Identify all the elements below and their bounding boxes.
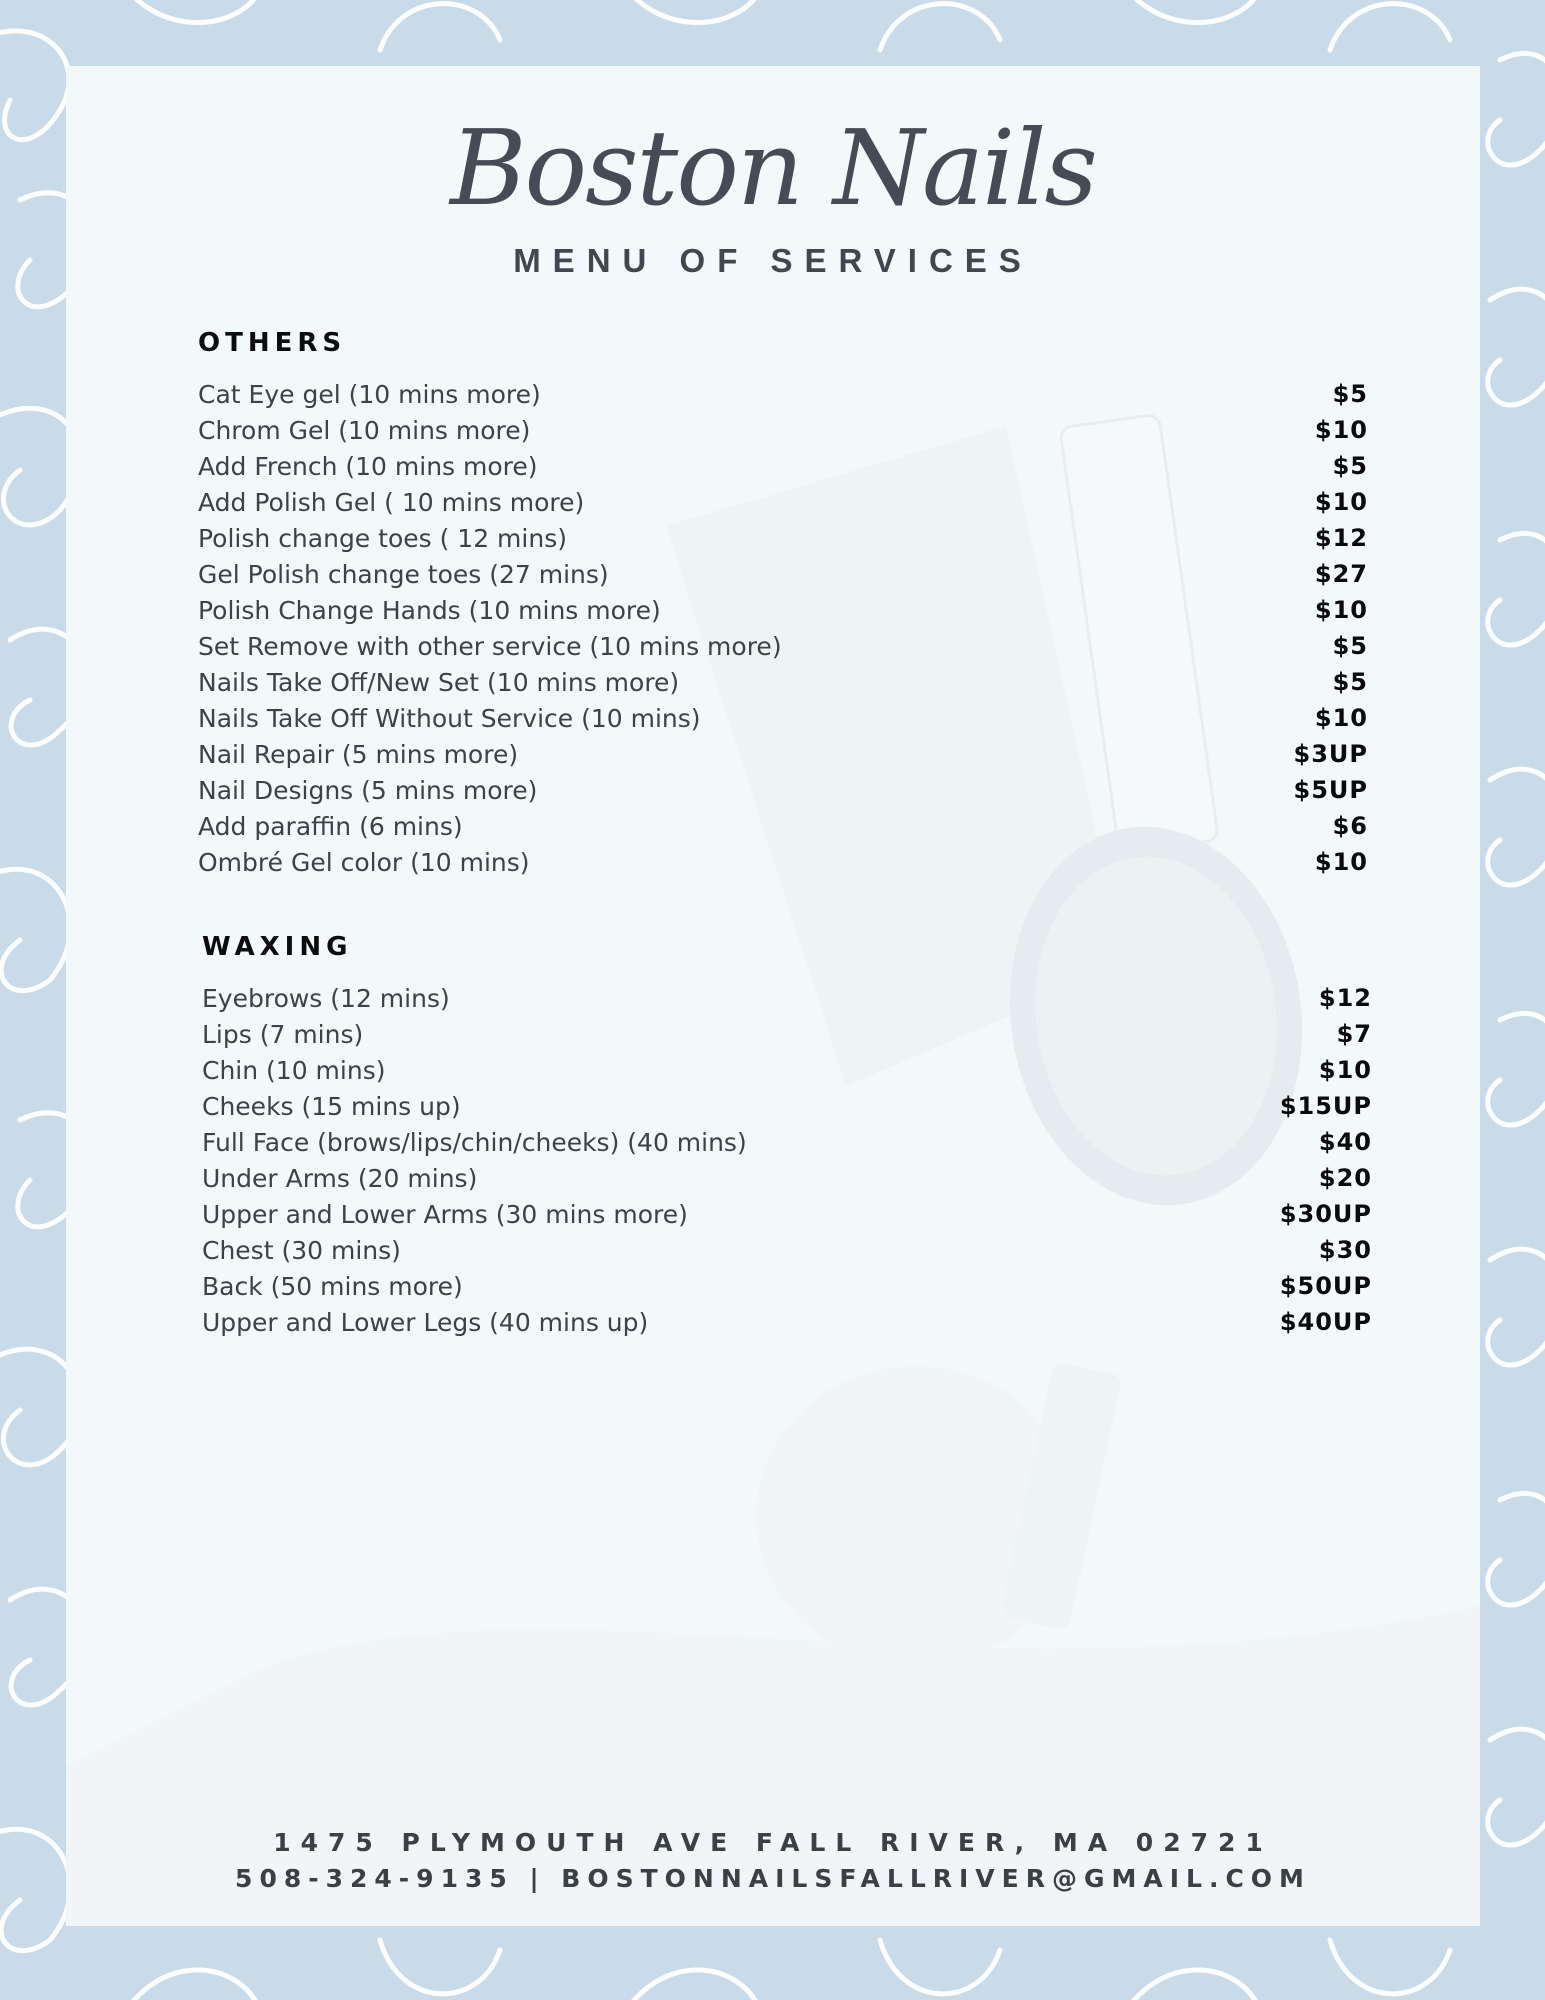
service-name: Chin (10 mins): [202, 1055, 386, 1085]
service-price: $12: [1318, 984, 1372, 1012]
service-price: $10: [1314, 488, 1368, 516]
service-name: Under Arms (20 mins): [202, 1163, 478, 1193]
service-name: Upper and Lower Arms (30 mins more): [202, 1199, 688, 1229]
service-row: [198, 628, 1368, 664]
service-name: Full Face (brows/lips/chin/cheeks) (40 mins): [202, 1127, 747, 1157]
service-name: Upper and Lower Legs (40 mins up): [202, 1307, 649, 1337]
service-name: Gel Polish change toes (27 mins): [198, 559, 609, 589]
service-row: [198, 376, 1368, 412]
service-row: [202, 1088, 1372, 1124]
service-price: $5: [1332, 632, 1368, 660]
footer-contact: 508-324-9135 | BOSTONNAILSFALLRIVER@GMAIL.COM: [235, 1864, 1311, 1893]
service-price: $5: [1332, 452, 1368, 480]
service-name: Nail Designs (5 mins more): [198, 775, 538, 805]
footer-address: 1475 PLYMOUTH AVE FALL RIVER, MA 02721: [273, 1828, 1273, 1857]
service-name: Polish change toes ( 12 mins): [198, 523, 567, 553]
service-price: $20: [1318, 1164, 1372, 1192]
service-row: [198, 736, 1368, 772]
service-price: $10: [1314, 848, 1368, 876]
service-price: $10: [1318, 1056, 1372, 1084]
service-name: Add French (10 mins more): [198, 451, 538, 481]
salon-title: Boston Nails: [450, 107, 1096, 229]
service-row: [198, 556, 1368, 592]
service-price: $15UP: [1279, 1092, 1372, 1120]
service-name: Cheeks (15 mins up): [202, 1091, 461, 1121]
service-price: $10: [1314, 704, 1368, 732]
menu-subtitle: MENU OF SERVICES: [513, 242, 1033, 279]
service-price: $40UP: [1279, 1308, 1372, 1336]
service-name: Eyebrows (12 mins): [202, 983, 450, 1013]
service-name: Chest (30 mins): [202, 1235, 401, 1265]
service-price: $6: [1332, 812, 1368, 840]
others-section: [198, 328, 1368, 880]
service-row: [202, 980, 1372, 1016]
service-row: [202, 1304, 1372, 1340]
service-row: [198, 844, 1368, 880]
service-row: [198, 448, 1368, 484]
waxing-list: [202, 980, 1372, 1340]
service-price: $30: [1318, 1236, 1372, 1264]
service-price: $10: [1314, 596, 1368, 624]
service-name: Lips (7 mins): [202, 1019, 364, 1049]
service-name: Set Remove with other service (10 mins more): [198, 631, 782, 661]
service-name: Chrom Gel (10 mins more): [198, 415, 531, 445]
service-price: $50UP: [1279, 1272, 1372, 1300]
service-row: [202, 1052, 1372, 1088]
menu-panel: [66, 66, 1480, 1926]
service-name: Nails Take Off/New Set (10 mins more): [198, 667, 680, 697]
others-list: [198, 376, 1368, 880]
service-price: $5: [1332, 380, 1368, 408]
service-row: [198, 520, 1368, 556]
service-name: Polish Change Hands (10 mins more): [198, 595, 661, 625]
service-price: $5UP: [1293, 776, 1368, 804]
service-row: [202, 1232, 1372, 1268]
service-price: $12: [1314, 524, 1368, 552]
service-name: Nails Take Off Without Service (10 mins): [198, 703, 701, 733]
service-row: [202, 1160, 1372, 1196]
service-row: [198, 664, 1368, 700]
service-name: Add Polish Gel ( 10 mins more): [198, 487, 585, 517]
service-row: [202, 1016, 1372, 1052]
service-name: Ombré Gel color (10 mins): [198, 847, 530, 877]
service-row: [198, 808, 1368, 844]
service-price: $3UP: [1293, 740, 1368, 768]
service-row: [202, 1124, 1372, 1160]
others-heading: OTHERS: [198, 328, 347, 358]
service-row: [198, 412, 1368, 448]
service-price: $40: [1318, 1128, 1372, 1156]
service-row: [198, 700, 1368, 736]
service-price: $27: [1314, 560, 1368, 588]
waxing-heading: WAXING: [202, 932, 353, 962]
service-price: $30UP: [1279, 1200, 1372, 1228]
waxing-section: [202, 932, 1372, 1340]
service-name: Nail Repair (5 mins more): [198, 739, 519, 769]
service-row: [198, 484, 1368, 520]
service-row: [202, 1196, 1372, 1232]
service-name: Add paraffin (6 mins): [198, 811, 463, 841]
service-row: [198, 772, 1368, 808]
service-name: Cat Eye gel (10 mins more): [198, 379, 541, 409]
service-name: Back (50 mins more): [202, 1271, 463, 1301]
service-price: $10: [1314, 416, 1368, 444]
service-price: $7: [1336, 1020, 1372, 1048]
service-row: [202, 1268, 1372, 1304]
service-price: $5: [1332, 668, 1368, 696]
service-row: [198, 592, 1368, 628]
